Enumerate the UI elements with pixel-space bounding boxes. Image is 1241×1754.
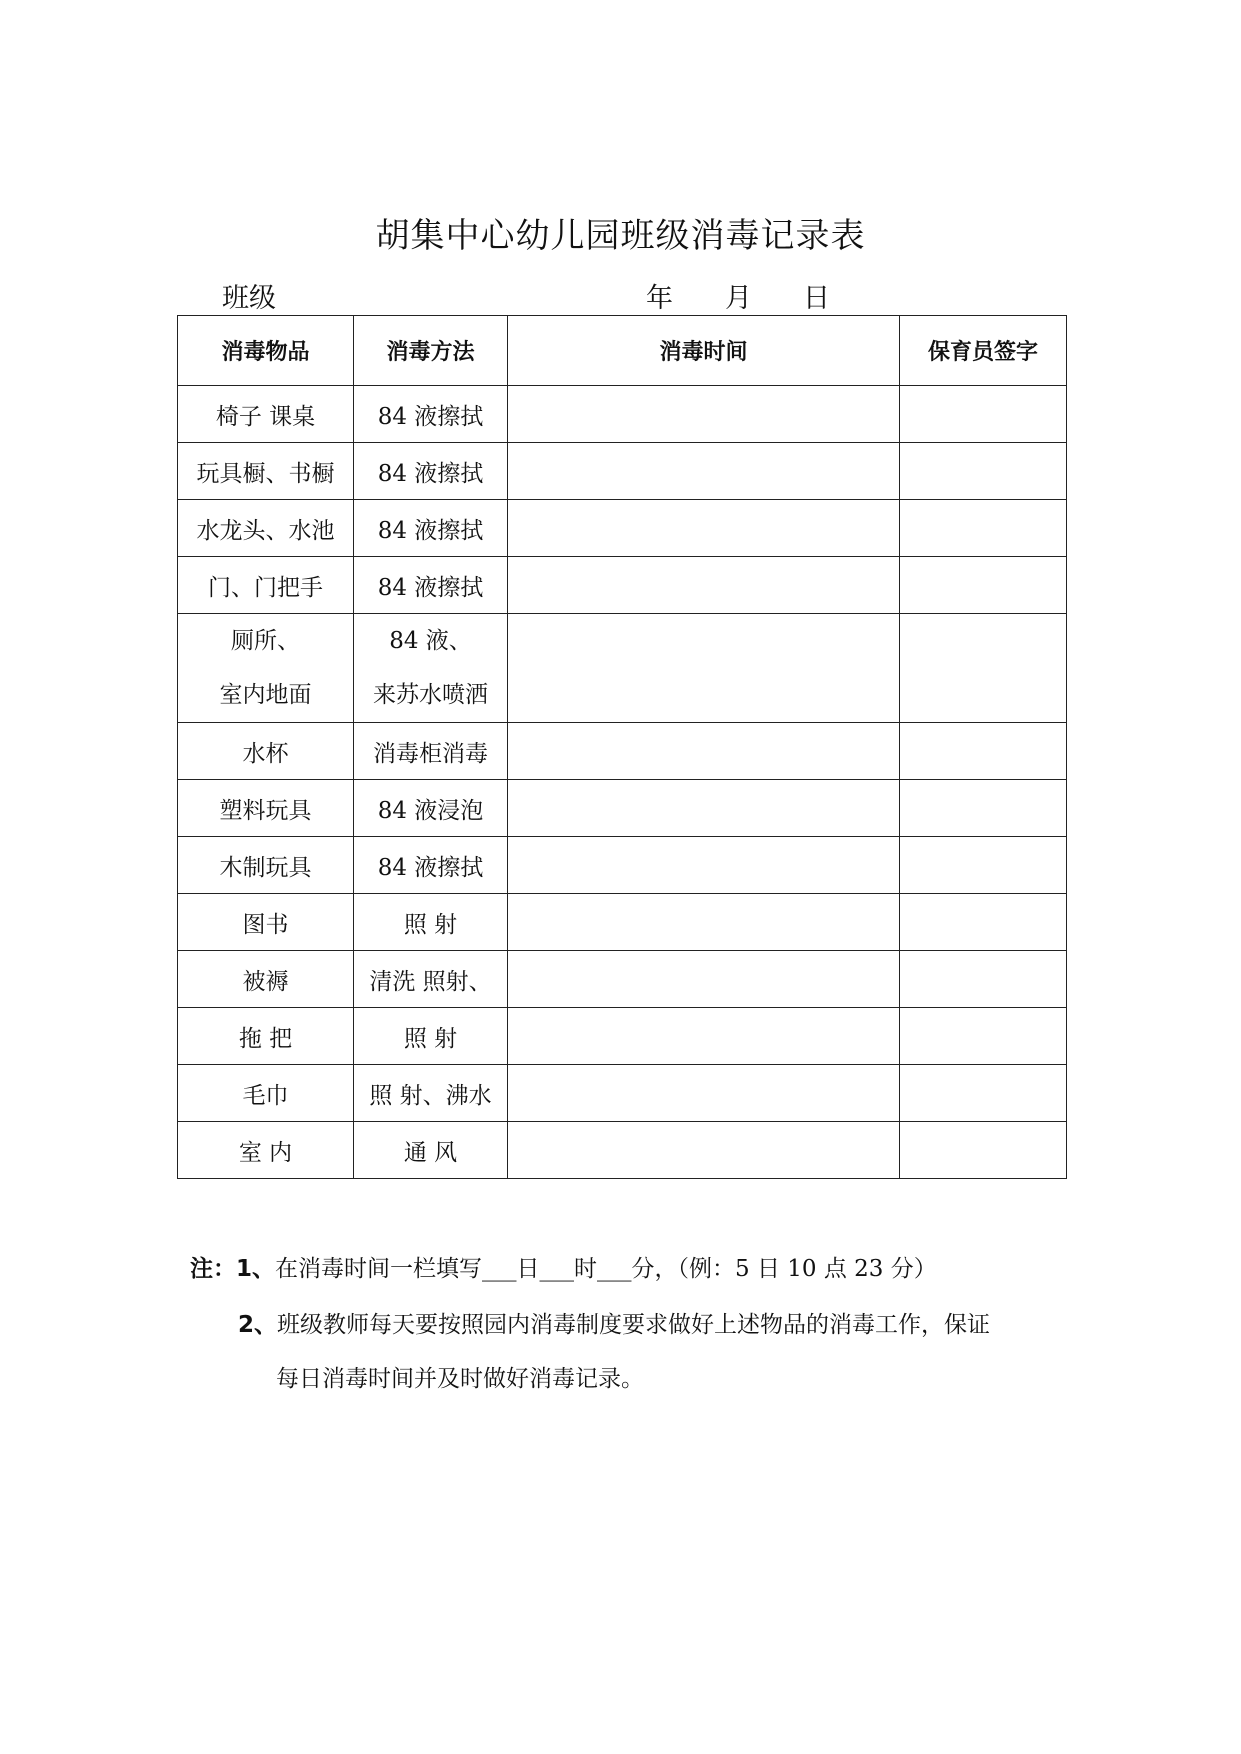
header-time: 消毒时间 [508,316,900,386]
method-cell: 84 液擦拭 [354,443,508,500]
signature-cell[interactable] [900,1008,1067,1065]
method-cell: 84 液擦拭 [354,837,508,894]
method-line: 84 液、 [389,628,472,654]
time-cell[interactable] [508,557,900,614]
month-label: 月 [725,283,752,314]
method-cell: 84 液擦拭 [354,557,508,614]
time-cell[interactable] [508,837,900,894]
method-cell: 84 液擦拭 [354,500,508,557]
table-row [178,500,1067,557]
table-row [178,614,1067,723]
signature-cell[interactable] [900,837,1067,894]
signature-cell[interactable] [900,500,1067,557]
method-cell: 清洗 照射、 [354,951,508,1008]
time-cell[interactable] [508,951,900,1008]
table-row [178,837,1067,894]
table-row [178,1065,1067,1122]
signature-cell[interactable] [900,723,1067,780]
item-cell: 玩具橱、书橱 [178,443,354,500]
signature-cell[interactable] [900,1065,1067,1122]
table-row [178,1122,1067,1179]
note-prefix: 注： [190,1256,236,1282]
table-row [178,894,1067,951]
disinfection-record-table [177,315,1067,1179]
item-cell: 室 内 [178,1122,354,1179]
method-cell [354,614,508,723]
table-row [178,780,1067,837]
time-cell[interactable] [508,443,900,500]
item-cell: 木制玩具 [178,837,354,894]
item-line: 厕所、 [231,628,300,654]
item-cell [178,614,354,723]
item-cell: 毛巾 [178,1065,354,1122]
table-row [178,951,1067,1008]
note-2-number: 2、 [238,1312,278,1338]
item-cell: 拖 把 [178,1008,354,1065]
note-2-text: 班级教师每天要按照园内消毒制度要求做好上述物品的消毒工作，保证 [277,1312,991,1338]
time-cell[interactable] [508,1008,900,1065]
year-label: 年 [646,283,673,314]
time-cell[interactable] [508,1065,900,1122]
table-row [178,386,1067,443]
time-cell[interactable] [508,614,900,723]
note-1-number: 1、 [236,1256,276,1282]
time-cell[interactable] [508,723,900,780]
method-cell: 84 液擦拭 [354,386,508,443]
time-cell[interactable] [508,1122,900,1179]
document-title: 胡集中心幼儿园班级消毒记录表 [375,216,866,256]
signature-cell[interactable] [900,894,1067,951]
item-line: 室内地面 [219,682,312,708]
table-header-row [178,316,1067,386]
method-cell: 照 射 [354,1008,508,1065]
item-cell: 水龙头、水池 [178,500,354,557]
method-cell: 通 风 [354,1122,508,1179]
item-cell: 门、门把手 [178,557,354,614]
table-row [178,557,1067,614]
method-line: 来苏水喷洒 [373,682,488,708]
item-cell: 被褥 [178,951,354,1008]
method-cell: 84 液浸泡 [354,780,508,837]
note-2 [238,1306,990,1339]
signature-cell[interactable] [900,443,1067,500]
time-cell[interactable] [508,386,900,443]
note-2-continuation: 每日消毒时间并及时做好消毒记录。 [276,1366,644,1392]
signature-cell[interactable] [900,614,1067,723]
method-cell: 照 射 [354,894,508,951]
signature-cell[interactable] [900,386,1067,443]
header-method: 消毒方法 [354,316,508,386]
method-cell: 消毒柜消毒 [354,723,508,780]
signature-cell[interactable] [900,951,1067,1008]
signature-cell[interactable] [900,557,1067,614]
method-cell: 照 射、沸水 [354,1065,508,1122]
note-1 [190,1250,937,1283]
header-signature: 保育员签字 [900,316,1067,386]
time-cell[interactable] [508,500,900,557]
note-1-text: 在消毒时间一栏填写___日___时___分，（例：5 日 10 点 23 分） [275,1256,937,1282]
table-row [178,1008,1067,1065]
table-row [178,723,1067,780]
table-row [178,443,1067,500]
signature-cell[interactable] [900,780,1067,837]
time-cell[interactable] [508,780,900,837]
signature-cell[interactable] [900,1122,1067,1179]
header-item: 消毒物品 [178,316,354,386]
item-cell: 水杯 [178,723,354,780]
item-cell: 图书 [178,894,354,951]
class-label: 班级 [222,283,276,314]
day-label: 日 [803,283,830,314]
time-cell[interactable] [508,894,900,951]
item-cell: 塑料玩具 [178,780,354,837]
item-cell: 椅子 课桌 [178,386,354,443]
